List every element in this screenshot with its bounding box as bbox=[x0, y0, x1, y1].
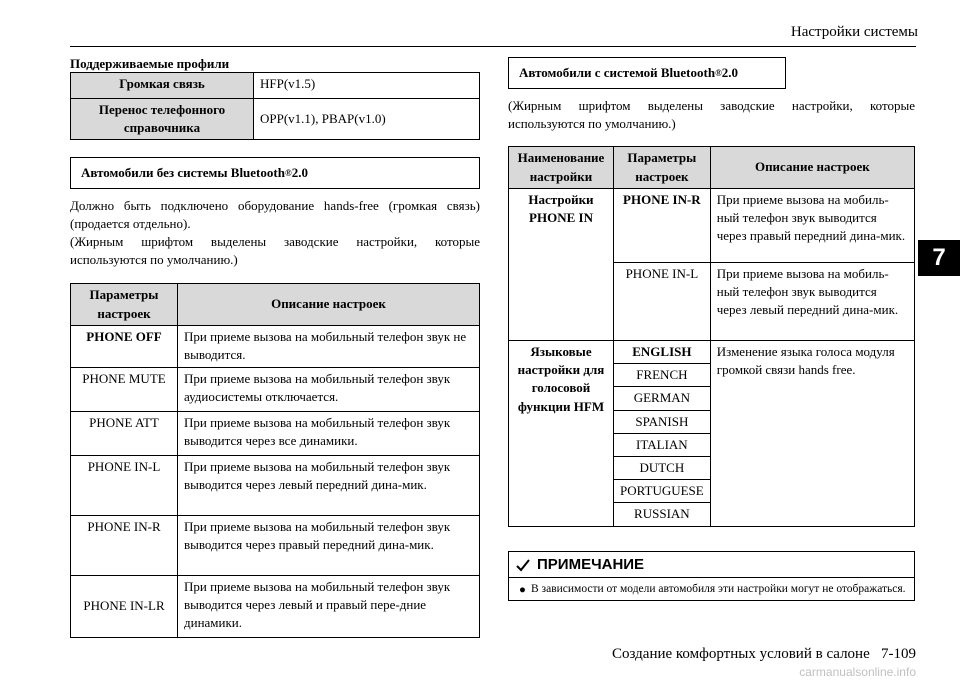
note-box bbox=[508, 551, 915, 601]
setting-desc: При приеме вызова на мобильный телефон звук выводится через левый и правый пере-дние динамики. bbox=[178, 576, 480, 638]
with-bt-heading-suffix: 2.0 bbox=[721, 64, 739, 80]
language-option: FRENCH bbox=[614, 364, 711, 387]
profile-name: Громкая связь bbox=[71, 73, 254, 99]
setting-desc: При приеме вызова на мобиль-ный телефон звук выводится через правый передний дина-мик. bbox=[710, 189, 914, 263]
no-bt-heading-suffix: 2.0 bbox=[291, 164, 308, 180]
language-option: PORTUGUESE bbox=[614, 480, 711, 503]
with-bt-paragraph: (Жирным шрифтом выделены заводские настройки, которые используются по умолчанию.) bbox=[508, 98, 915, 132]
with-bt-settings-table bbox=[508, 146, 915, 527]
language-option: ENGLISH bbox=[614, 341, 711, 364]
col-header-description: Описание настроек bbox=[710, 147, 914, 189]
registered-mark: ® bbox=[284, 167, 292, 178]
setting-desc: При приеме вызова на мобиль-ный телефон звук выводится через левый передний дина-мик. bbox=[710, 263, 914, 341]
setting-group-name: Языковые настройки для голосовой функции HFM bbox=[509, 341, 614, 527]
setting-param: PHONE IN-LR bbox=[71, 576, 178, 638]
no-bt-heading-text: Автомобили без системы Bluetooth bbox=[81, 164, 285, 180]
table-row bbox=[71, 368, 480, 412]
setting-param: PHONE IN-L bbox=[71, 456, 178, 516]
setting-param: PHONE MUTE bbox=[71, 368, 178, 412]
setting-param: PHONE IN-L bbox=[614, 263, 711, 341]
bullet-icon: ● bbox=[519, 584, 526, 596]
table-row bbox=[71, 456, 480, 516]
col-header-params: Параметры настроек bbox=[71, 284, 178, 326]
table-header-row bbox=[509, 147, 915, 189]
note-title: ПРИМЕЧАНИЕ bbox=[537, 556, 645, 573]
setting-desc: Изменение языка голоса модуля громкой связи hands free. bbox=[710, 341, 914, 527]
chapter-tab: 7 bbox=[918, 240, 960, 276]
no-bt-paragraph-1: Должно быть подключено оборудование hands-free (громкая связь) (продается отдельно). bbox=[70, 198, 480, 232]
setting-param: PHONE IN-R bbox=[71, 516, 178, 576]
profiles-row bbox=[71, 73, 480, 99]
registered-mark: ® bbox=[715, 67, 722, 78]
language-option: DUTCH bbox=[614, 456, 711, 479]
language-option: GERMAN bbox=[614, 387, 711, 410]
profile-name: Перенос телефонного справочника bbox=[71, 99, 254, 140]
setting-desc: При приеме вызова на мобильный телефон звук аудиосистемы отключается. bbox=[178, 368, 480, 412]
note-header bbox=[508, 551, 915, 577]
with-bt-heading bbox=[508, 57, 786, 89]
col-header-name: Наименование настройки bbox=[509, 147, 614, 189]
table-row bbox=[71, 576, 480, 638]
footer-section: Создание комфортных условий в салоне bbox=[612, 646, 870, 662]
profiles-title: Поддерживаемые профили bbox=[70, 56, 230, 71]
table-row bbox=[509, 341, 915, 364]
setting-group-name: Настройки PHONE IN bbox=[509, 189, 614, 341]
col-header-params: Параметры настроек bbox=[614, 147, 711, 189]
setting-desc: При приеме вызова на мобильный телефон звук выводится через все динамики. bbox=[178, 412, 480, 456]
language-option: RUSSIAN bbox=[614, 503, 711, 526]
profile-value: OPP(v1.1), PBAP(v1.0) bbox=[254, 99, 480, 140]
setting-desc: При приеме вызова на мобильный телефон звук выводится через правый передний дина-мик. bbox=[178, 516, 480, 576]
pencil-check-icon bbox=[515, 557, 531, 573]
note-text: В зависимости от модели автомобиля эти настройки могут не отображаться. bbox=[531, 583, 906, 595]
profiles-table bbox=[70, 72, 480, 140]
profile-value: HFP(v1.5) bbox=[254, 73, 480, 99]
table-header-row bbox=[71, 284, 480, 326]
setting-desc: При приеме вызова на мобильный телефон звук выводится через левый передний дина-мик. bbox=[178, 456, 480, 516]
profiles-row bbox=[71, 99, 480, 140]
no-bt-paragraph-2: (Жирным шрифтом выделены заводские настройки, которые используются по умолчанию.) bbox=[70, 234, 480, 268]
table-row bbox=[71, 516, 480, 576]
setting-param: PHONE IN-R bbox=[614, 189, 711, 263]
page-footer bbox=[612, 644, 916, 665]
table-row bbox=[509, 189, 915, 263]
setting-desc: При приеме вызова на мобильный телефон звук не выводится. bbox=[178, 326, 480, 368]
header-divider bbox=[70, 46, 916, 47]
no-bt-settings-table bbox=[70, 283, 480, 638]
note-body bbox=[508, 577, 915, 601]
table-row bbox=[71, 412, 480, 456]
page-number: 7-109 bbox=[881, 646, 916, 662]
col-header-description: Описание настроек bbox=[178, 284, 480, 326]
page-header-title: Настройки системы bbox=[790, 24, 918, 40]
with-bt-heading-text: Автомобили с системой Bluetooth bbox=[519, 64, 716, 80]
no-bt-heading bbox=[70, 157, 480, 189]
setting-param: PHONE OFF bbox=[71, 326, 178, 368]
language-option: ITALIAN bbox=[614, 433, 711, 456]
setting-param: PHONE ATT bbox=[71, 412, 178, 456]
table-row bbox=[71, 326, 480, 368]
language-option: SPANISH bbox=[614, 410, 711, 433]
watermark: carmanualsonline.info bbox=[799, 665, 916, 679]
